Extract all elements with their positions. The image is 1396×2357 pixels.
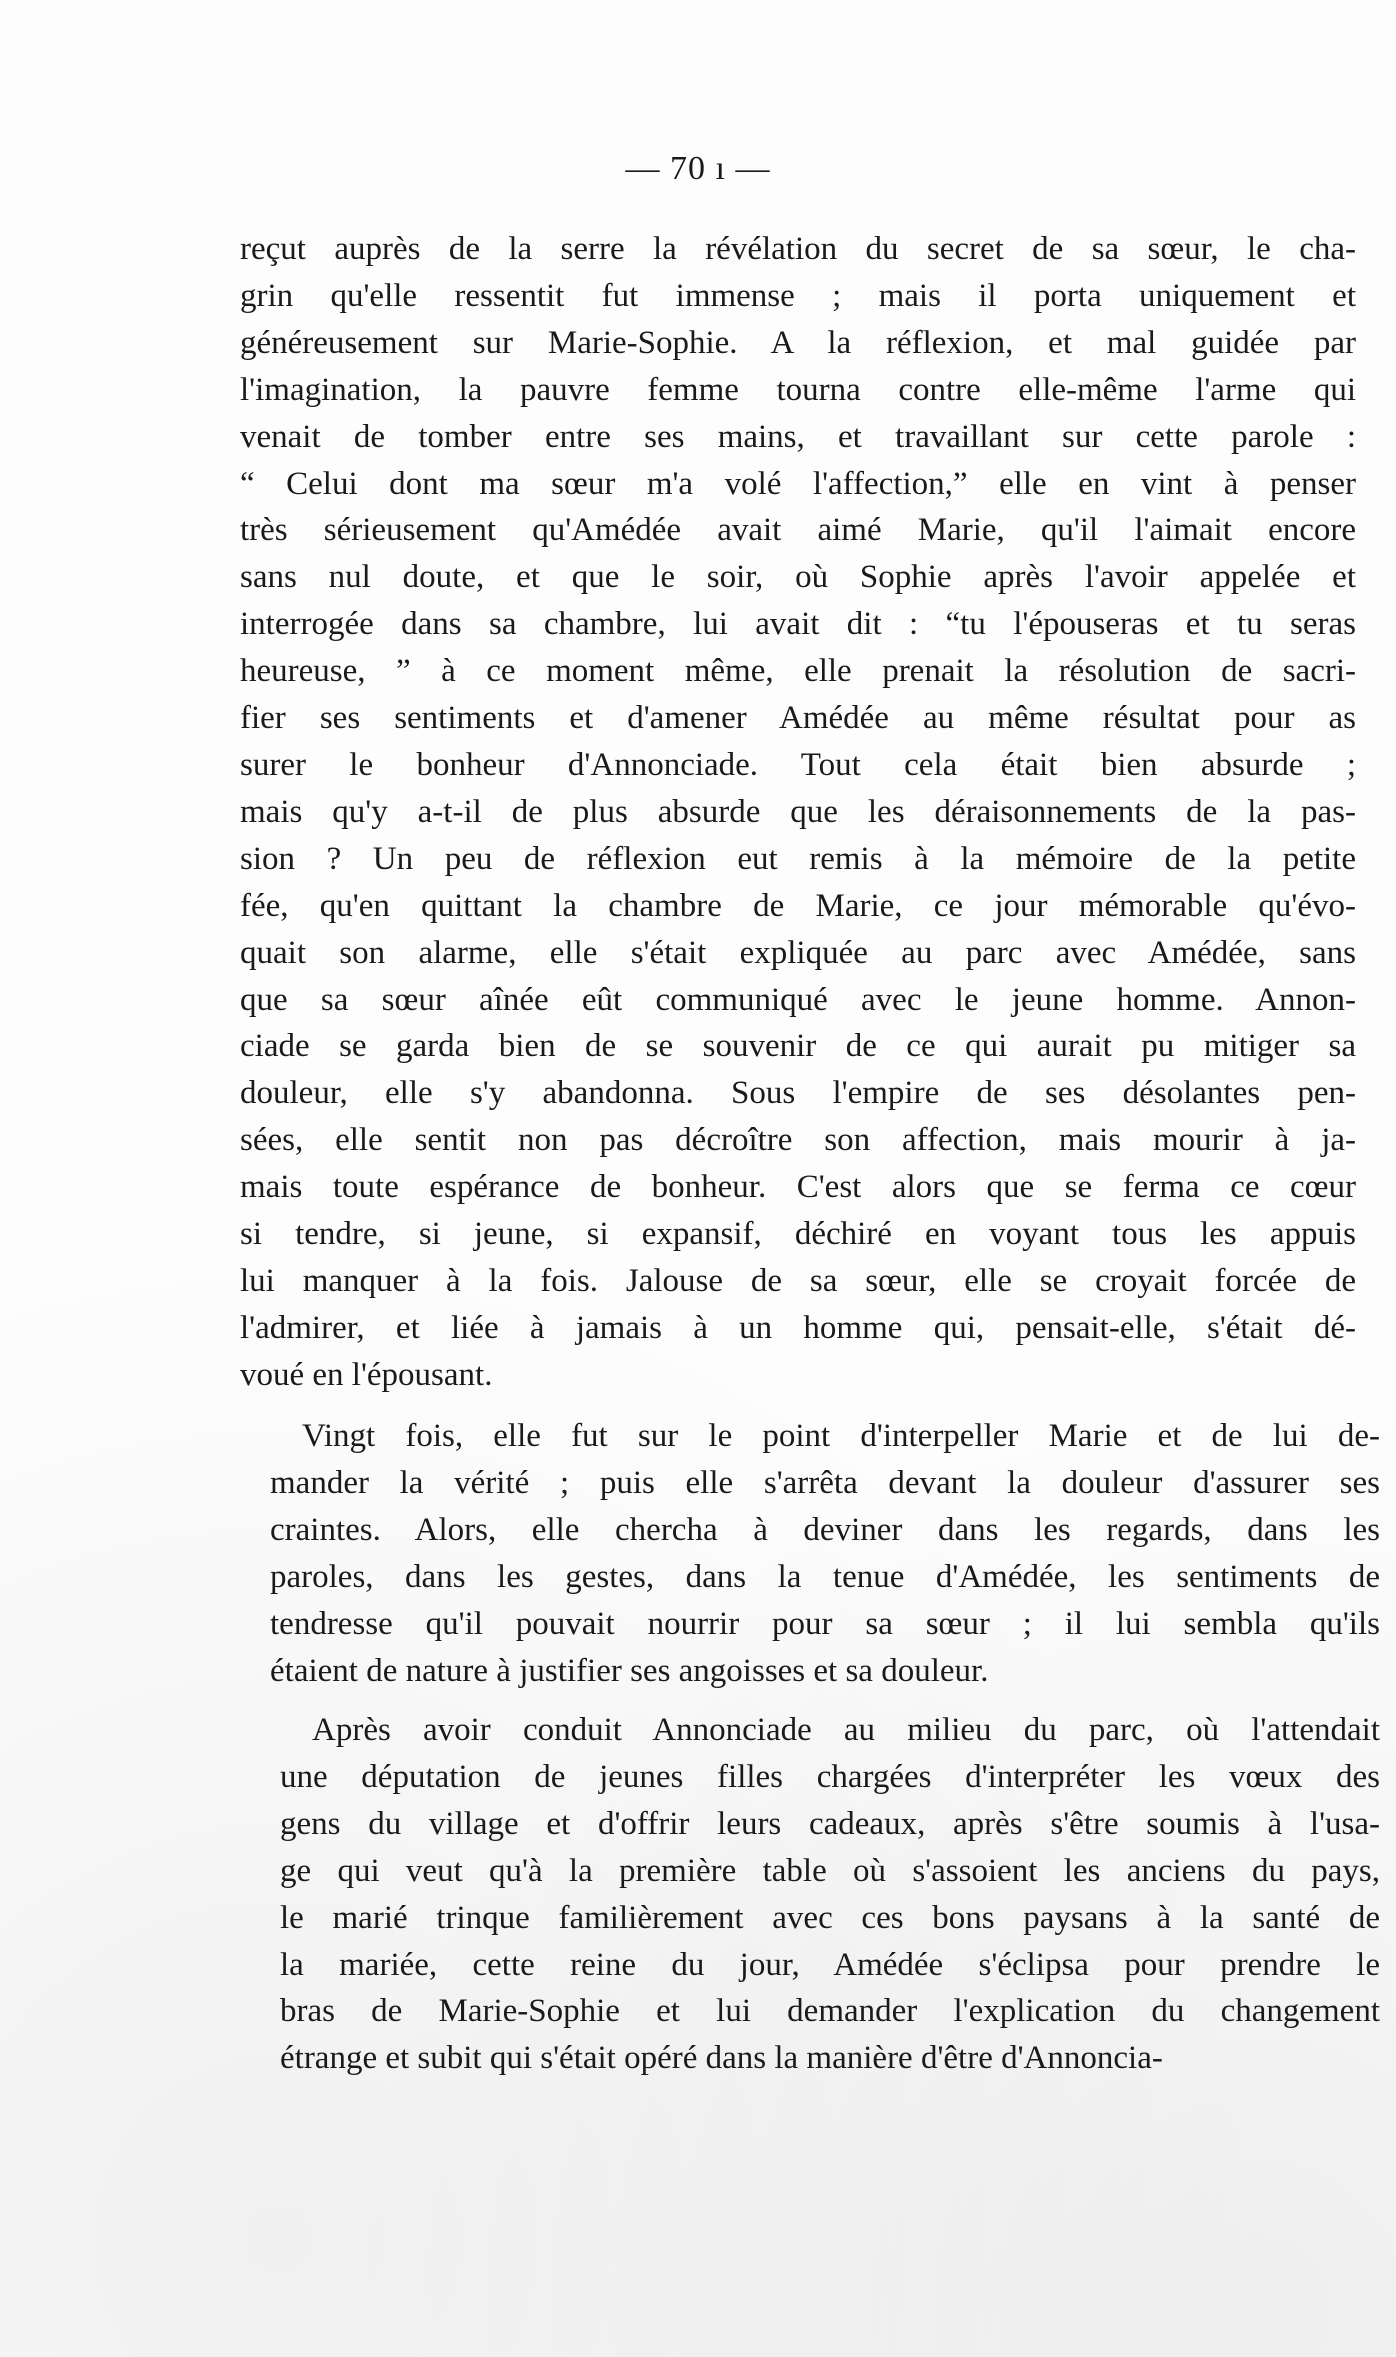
text-line: paroles, dans les gestes, dans la tenue d'Amédée, les sentiments de (270, 1558, 1380, 1595)
text-line: sées, elle sentit non pas décroître son affection, mais mourir à ja- (240, 1122, 1356, 1159)
text-line: surer le bonheur d'Annonciade. Tout cela était bien absurde ; (240, 746, 1356, 783)
text-line: l'imagination, la pauvre femme tourna contre elle-même l'arme qui (240, 371, 1356, 408)
text-line: que sa sœur aînée eût communiqué avec le jeune homme. Annon- (240, 981, 1356, 1018)
text-line: grin qu'elle ressentit fut immense ; mais il porta uniquement et (240, 277, 1356, 314)
text-line: tendresse qu'il pouvait nourrir pour sa sœur ; il lui sembla qu'ils (270, 1605, 1380, 1642)
text-line: généreusement sur Marie-Sophie. A la réflexion, et mal guidée par (240, 324, 1356, 361)
text-line: fée, qu'en quittant la chambre de Marie, ce jour mémorable qu'évo- (240, 887, 1356, 924)
page-number: — 70 ı — (625, 150, 771, 187)
text-line: Vingt fois, elle fut sur le point d'interpeller Marie et de lui de- (302, 1418, 1380, 1454)
text-line: l'admirer, et liée à jamais à un homme qui, pensait-elle, s'était dé- (240, 1309, 1356, 1346)
paragraph-3 (280, 1707, 1380, 2082)
text-line: voué en l'épousant. (240, 1356, 493, 1393)
text-line: sion ? Un peu de réflexion eut remis à la mémoire de la petite (240, 840, 1356, 877)
paragraph-1 (240, 226, 1356, 1399)
text-line: mais qu'y a-t-il de plus absurde que les déraisonnements de la pas- (240, 793, 1356, 830)
text-line: lui manquer à la fois. Jalouse de sa sœur, elle se croyait forcée de (240, 1262, 1356, 1299)
text-line: heureuse, ” à ce moment même, elle prenait la résolution de sacri- (240, 653, 1356, 690)
text-line: ge qui veut qu'à la première table où s'assoient les anciens du pays, (280, 1852, 1380, 1889)
text-line: mais toute espérance de bonheur. C'est alors que se ferma ce cœur (240, 1169, 1356, 1206)
text-line: craintes. Alors, elle chercha à deviner dans les regards, dans les (270, 1511, 1380, 1548)
text-line: “ Celui dont ma sœur m'a volé l'affection,” elle en vint à penser (240, 465, 1356, 502)
text-line: la mariée, cette reine du jour, Amédée s'éclipsa pour prendre le (280, 1946, 1380, 1983)
text-line: fier ses sentiments et d'amener Amédée au même résultat pour as (240, 700, 1356, 737)
text-line: étrange et subit qui s'était opéré dans la manière d'être d'Annoncia- (280, 2040, 1163, 2077)
paragraph-2 (270, 1413, 1380, 1694)
text-line: mander la vérité ; puis elle s'arrêta devant la douleur d'assurer ses (270, 1464, 1380, 1501)
text-line: une députation de jeunes filles chargées d'interpréter les vœux des (280, 1758, 1380, 1795)
text-line: le marié trinque familièrement avec ces bons paysans à la santé de (280, 1899, 1380, 1936)
text-line: très sérieusement qu'Amédée avait aimé Marie, qu'il l'aimait encore (240, 512, 1356, 549)
text-line: si tendre, si jeune, si expansif, déchiré en voyant tous les appuis (240, 1216, 1356, 1253)
text-line: douleur, elle s'y abandonna. Sous l'empire de ses désolantes pen- (240, 1075, 1356, 1112)
text-line: quait son alarme, elle s'était expliquée au parc avec Amédée, sans (240, 934, 1356, 971)
text-line: reçut auprès de la serre la révélation du secret de sa sœur, le cha- (240, 231, 1356, 267)
text-line: gens du village et d'offrir leurs cadeaux, après s'être soumis à l'usa- (280, 1805, 1380, 1842)
text-line: bras de Marie-Sophie et lui demander l'explication du changement (280, 1993, 1380, 2030)
text-line: interrogée dans sa chambre, lui avait dit : “tu l'épouseras et tu seras (240, 606, 1356, 643)
text-line: ciade se garda bien de se souvenir de ce qui aurait pu mitiger sa (240, 1028, 1356, 1065)
text-line: étaient de nature à justifier ses angoisses et sa douleur. (270, 1652, 989, 1689)
text-line: venait de tomber entre ses mains, et travaillant sur cette parole : (240, 418, 1356, 455)
text-line: Après avoir conduit Annonciade au milieu du parc, où l'attendait (312, 1712, 1380, 1748)
text-line: sans nul doute, et que le soir, où Sophie après l'avoir appelée et (240, 559, 1356, 596)
